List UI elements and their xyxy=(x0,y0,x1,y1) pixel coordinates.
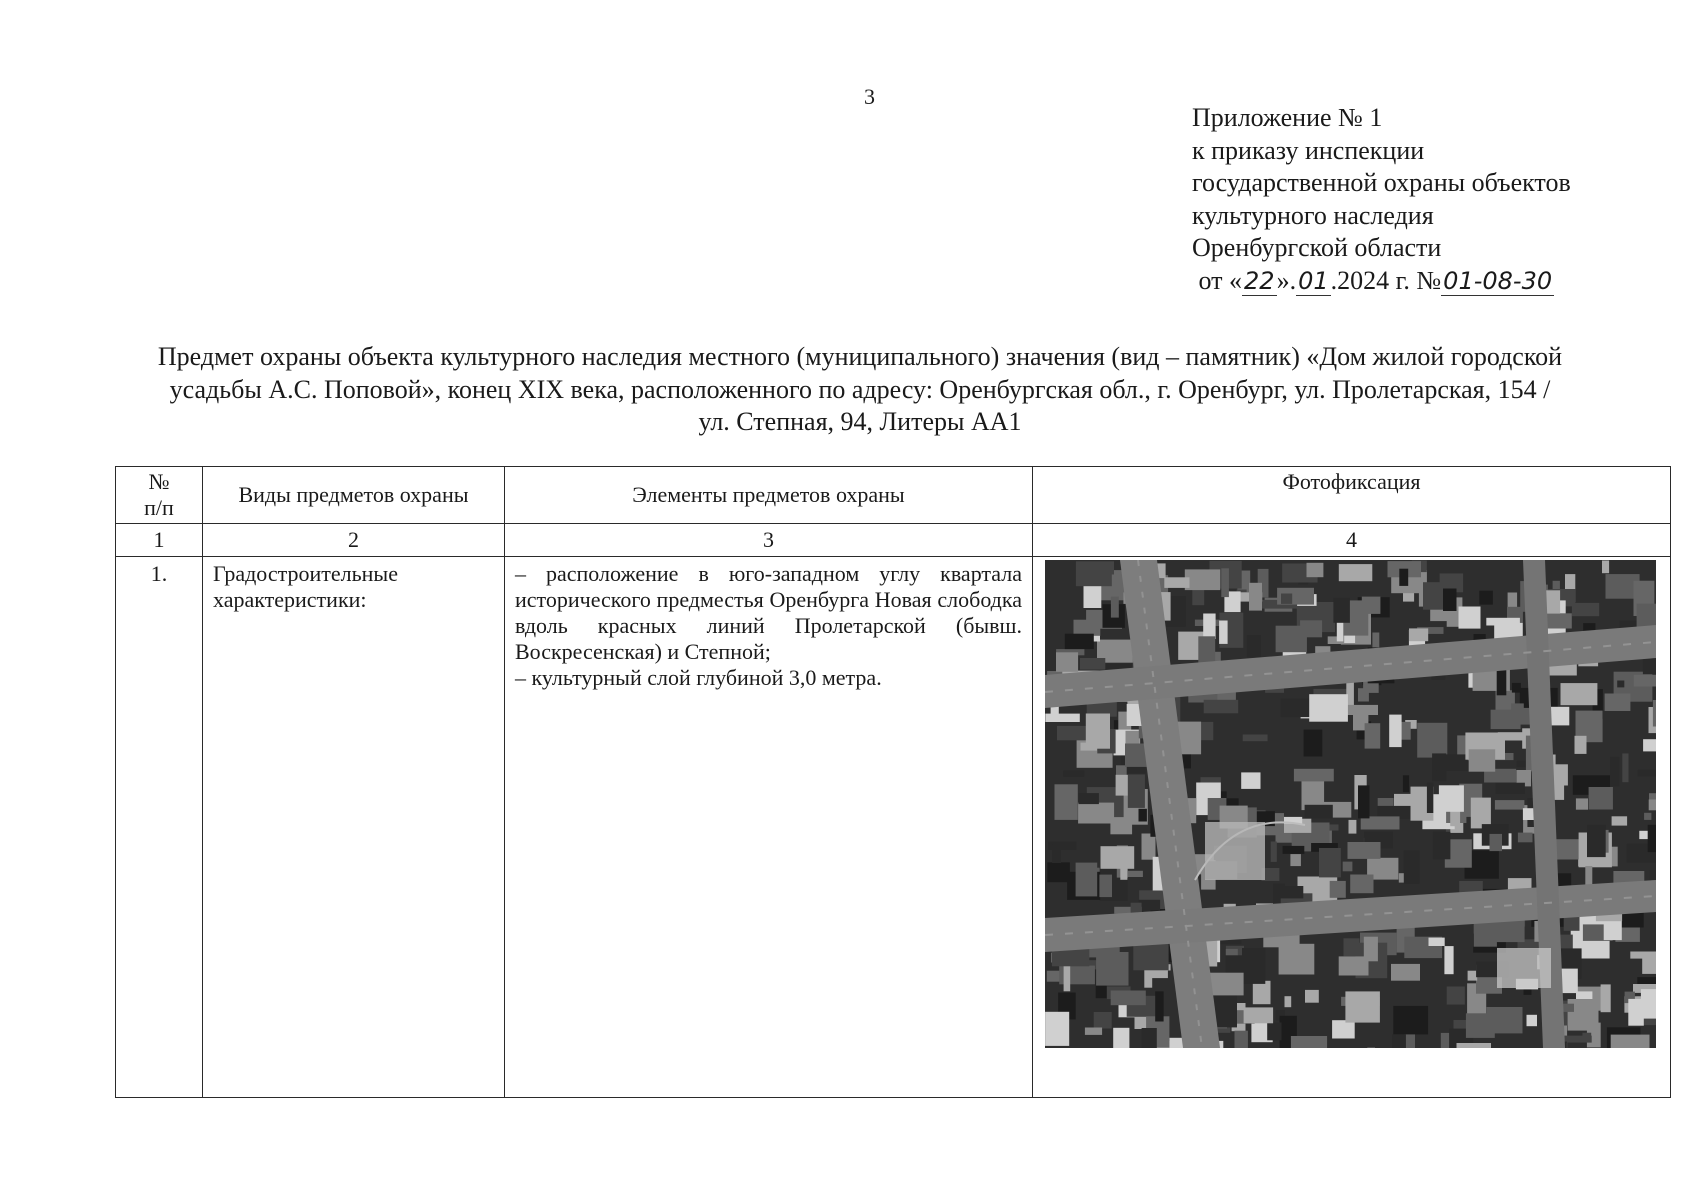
rooftop xyxy=(1409,628,1428,641)
rooftop xyxy=(1281,594,1292,604)
rooftop xyxy=(1392,1034,1406,1048)
rooftop xyxy=(1139,809,1147,822)
rooftop xyxy=(1496,783,1525,794)
rooftop xyxy=(1495,800,1525,810)
date-year: .2024 г. № xyxy=(1330,265,1442,295)
rooftop xyxy=(1512,683,1521,693)
rooftop xyxy=(1113,1028,1129,1048)
rooftop xyxy=(1304,730,1323,757)
rooftop xyxy=(1045,714,1080,722)
rooftop xyxy=(1348,842,1381,859)
rooftop xyxy=(1643,739,1656,751)
rooftop xyxy=(1052,844,1061,863)
column-number: 1 xyxy=(116,524,203,557)
rooftop xyxy=(1587,825,1606,857)
rooftop xyxy=(1439,785,1464,812)
rooftop xyxy=(1294,769,1334,782)
protection-type xyxy=(203,557,505,1098)
rooftop xyxy=(1433,832,1451,860)
rooftop xyxy=(1358,785,1370,818)
rooftop xyxy=(1575,736,1587,754)
header-num xyxy=(116,467,203,524)
rooftop xyxy=(1333,598,1350,623)
rooftop xyxy=(1589,787,1613,810)
rooftop xyxy=(1642,958,1656,974)
rooftop xyxy=(1330,881,1346,898)
rooftop xyxy=(1047,862,1070,882)
rooftop xyxy=(1117,648,1133,658)
rooftop xyxy=(1253,981,1271,1004)
rooftop xyxy=(1307,563,1324,577)
rooftop xyxy=(1242,948,1265,984)
rooftop xyxy=(1276,626,1307,653)
rooftop xyxy=(1096,952,1128,986)
rooftop xyxy=(1155,991,1163,1021)
rooftop xyxy=(1582,1033,1591,1041)
order-number: 01-08-30 xyxy=(1443,266,1553,295)
rooftop xyxy=(1267,1023,1281,1041)
rooftop xyxy=(1611,1035,1650,1048)
date-sep: ». xyxy=(1276,265,1297,295)
rooftop xyxy=(1185,569,1220,590)
rooftop xyxy=(1079,793,1099,804)
table-row xyxy=(116,557,1671,1098)
rooftop xyxy=(1653,700,1656,727)
rooftop xyxy=(1561,969,1578,994)
rooftop xyxy=(1249,583,1262,611)
rooftop xyxy=(1111,991,1146,1006)
appendix-line: Оренбургской области xyxy=(1192,233,1442,262)
rooftop xyxy=(1638,770,1656,777)
element-item: – культурный слой глубиной 3,0 метра. xyxy=(515,665,882,690)
rooftop xyxy=(1457,1043,1492,1048)
rooftop xyxy=(1283,846,1305,854)
rooftop xyxy=(1244,1007,1274,1023)
appendix-line: к приказу инспекции xyxy=(1192,135,1425,165)
rooftop xyxy=(1128,774,1145,808)
rooftop xyxy=(1319,848,1341,877)
appendix-line: культурного наследия xyxy=(1192,200,1434,230)
rooftop xyxy=(1602,561,1609,574)
rooftop xyxy=(1344,938,1360,956)
rooftop xyxy=(1076,863,1098,897)
table-header-row xyxy=(116,467,1671,524)
rooftop xyxy=(1045,1012,1069,1046)
rooftop xyxy=(1427,783,1433,814)
protection-elements xyxy=(505,557,1033,1098)
rooftop xyxy=(1601,984,1611,1012)
appendix-line: Приложение № 1 xyxy=(1192,103,1383,132)
column-number-row xyxy=(116,524,1671,557)
rooftop xyxy=(1111,597,1119,618)
rooftop xyxy=(1362,597,1381,614)
rooftop xyxy=(1404,850,1420,883)
rooftop xyxy=(1399,569,1408,586)
column-number: 4 xyxy=(1033,524,1671,557)
rooftop xyxy=(1339,564,1373,581)
rooftop xyxy=(1444,946,1453,974)
photo-cell xyxy=(1033,557,1671,1098)
rooftop xyxy=(1391,964,1420,981)
rooftop xyxy=(1436,754,1468,770)
rooftop xyxy=(1309,694,1348,722)
rooftop xyxy=(1649,800,1656,811)
rooftop xyxy=(1393,1006,1428,1035)
title-line: Предмет охраны объекта культурного наследия местного (муниципального) значения (вид – памятник) «Дом жилой городской xyxy=(157,342,1563,371)
rooftop xyxy=(1349,820,1357,834)
rooftop xyxy=(1345,991,1380,1022)
rooftop xyxy=(1469,749,1496,771)
rooftop xyxy=(1343,862,1353,872)
rooftop xyxy=(1291,1036,1327,1048)
rooftop xyxy=(1403,775,1409,792)
rooftop xyxy=(1524,989,1532,995)
aerial-photo xyxy=(1045,560,1656,1048)
rooftop xyxy=(1466,1013,1495,1038)
rooftop xyxy=(1101,846,1135,869)
rooftop xyxy=(1285,996,1292,1007)
element-item: – расположение в юго-западном углу квартала исторического предместья Оренбурга Новая слободка вдоль красных линий Пролетарской (бывш. Воскресенская) и Степной; xyxy=(515,561,1022,664)
appendix-date-line xyxy=(1192,265,1571,298)
rooftop xyxy=(1479,591,1493,605)
rooftop xyxy=(1527,1015,1538,1026)
rooftop xyxy=(1085,1028,1102,1035)
rooftop xyxy=(1281,699,1312,717)
rooftop xyxy=(1116,765,1127,776)
rooftop xyxy=(1628,999,1644,1026)
rooftop xyxy=(1203,614,1215,640)
rooftop xyxy=(1235,1031,1248,1048)
title-line: усадьбы А.С. Поповой», конец XIX века, расположенного по адресу: Оренбургская обл., г. Оренбург, ул. Пролетарская, 154 / xyxy=(169,374,1551,404)
title-line: ул. Степная, 94, Литеры АА1 xyxy=(698,407,1022,436)
rooftop xyxy=(1243,735,1268,742)
rooftop xyxy=(1610,757,1619,786)
appendix-line: государственной охраны объектов xyxy=(1192,168,1571,197)
document-title xyxy=(60,341,1660,439)
row-number: 1. xyxy=(116,557,203,1098)
date-prefix: от « xyxy=(1198,265,1243,295)
rooftop xyxy=(1080,658,1105,670)
column-number: 2 xyxy=(203,524,505,557)
rooftop xyxy=(1605,694,1631,712)
rooftop xyxy=(1277,886,1303,898)
page-number: 3 xyxy=(864,84,875,109)
rooftop xyxy=(1583,623,1595,631)
rooftop xyxy=(1078,803,1114,824)
header-photo: Фотофиксация xyxy=(1033,467,1671,524)
rooftop xyxy=(1142,1028,1157,1048)
rooftop xyxy=(1065,634,1094,649)
rooftop xyxy=(1612,816,1628,825)
rooftop xyxy=(1142,834,1156,860)
rooftop xyxy=(1204,700,1239,714)
date-month: 01 xyxy=(1298,266,1329,295)
rooftop xyxy=(1417,723,1447,758)
rooftop xyxy=(1055,784,1078,820)
rooftop xyxy=(1365,723,1381,748)
rooftop xyxy=(1634,675,1656,687)
rooftop xyxy=(1648,825,1656,852)
rooftop xyxy=(1074,620,1101,636)
rooftop xyxy=(1447,987,1465,1005)
rooftop xyxy=(1290,854,1301,866)
rooftop xyxy=(1305,990,1319,1003)
header-elements: Элементы предметов охраны xyxy=(505,467,1033,524)
rooftop xyxy=(1622,753,1628,782)
rooftop xyxy=(1221,568,1229,597)
rooftop xyxy=(1247,635,1261,657)
rooftop xyxy=(1086,714,1110,749)
rooftop xyxy=(1576,798,1588,809)
rooftop xyxy=(1076,561,1114,586)
rooftop xyxy=(1271,842,1277,862)
rooftop xyxy=(1572,603,1599,616)
rooftop xyxy=(1459,607,1481,629)
rooftop xyxy=(1474,921,1497,947)
rooftop xyxy=(1630,952,1656,959)
rooftop xyxy=(1056,652,1078,672)
rooftop xyxy=(1305,805,1333,818)
rooftop xyxy=(1241,772,1260,789)
rooftop xyxy=(1561,683,1598,705)
rooftop xyxy=(1443,589,1457,612)
header-num-text: № п/п xyxy=(144,469,174,520)
rooftop xyxy=(1099,875,1112,898)
rooftop xyxy=(1429,938,1445,946)
appendix-header xyxy=(1192,102,1571,297)
rooftop xyxy=(1471,798,1491,829)
protection-table xyxy=(115,466,1671,1098)
rooftop xyxy=(1644,813,1651,820)
rooftop xyxy=(1219,621,1228,644)
date-day: 22 xyxy=(1244,266,1275,295)
rooftop xyxy=(1490,834,1503,851)
rooftop xyxy=(1518,833,1533,843)
rooftop xyxy=(1389,715,1401,748)
header-types: Виды предметов охраны xyxy=(203,467,505,524)
rooftop xyxy=(1332,1020,1355,1038)
rooftop xyxy=(1617,681,1624,688)
rooftop xyxy=(1339,956,1369,975)
rooftop xyxy=(1279,944,1315,975)
protection-type-text: Градостроительные характеристики: xyxy=(213,561,398,612)
rooftop xyxy=(1498,732,1523,740)
rooftop xyxy=(1063,770,1084,776)
column-number: 3 xyxy=(505,524,1033,557)
rooftop xyxy=(1094,1012,1112,1029)
rooftop xyxy=(1164,577,1189,588)
rooftop xyxy=(1468,971,1478,981)
rooftop xyxy=(1350,875,1373,894)
